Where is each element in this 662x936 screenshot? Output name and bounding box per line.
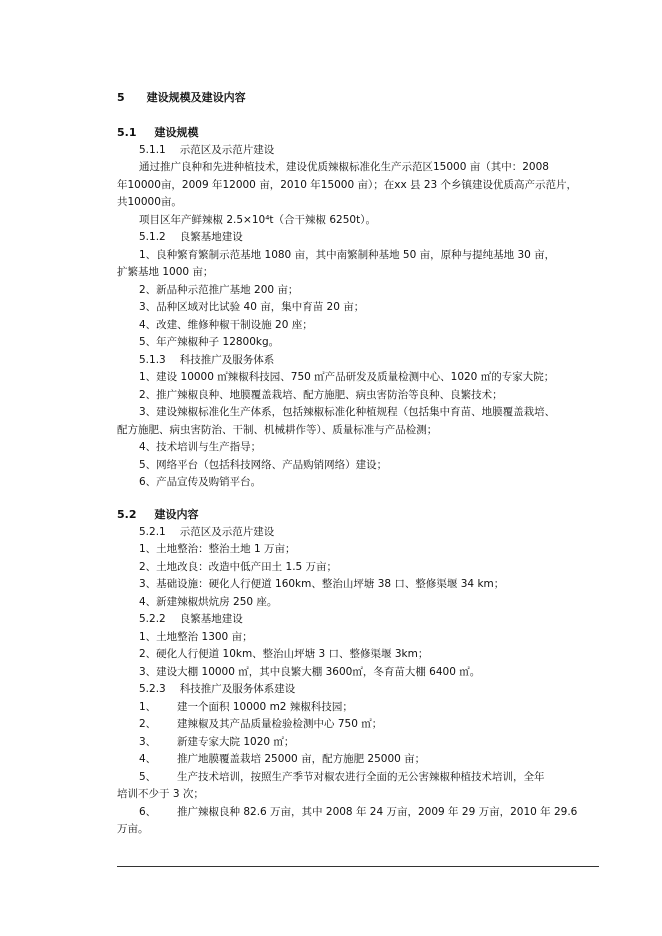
section-number: 5 — [117, 91, 125, 104]
list-item — [139, 751, 425, 768]
list-item — [139, 699, 353, 716]
subsub-title: 科技推广及服务体系建设 — [179, 683, 296, 695]
subsub-number: 5.1.1 — [139, 144, 166, 156]
subsub-number: 5.2.2 — [139, 613, 166, 625]
list-item: 1、良种繁育繁制示范基地 1080 亩，其中南繁制种基地 50 亩，原种与提纯基地 30 亩， — [139, 249, 556, 261]
section-title: 建设规模及建设内容 — [146, 91, 246, 104]
subsub-number: 5.2.3 — [139, 683, 166, 695]
list-item: 3、基础设施：硬化人行便道 160km、整治山坪塘 38 口、整修渠堰 34 km； — [139, 578, 505, 590]
list-item — [139, 804, 577, 821]
list-item: 5、年产辣椒种子 12800kg。 — [139, 336, 280, 348]
paragraph-line: 年10000亩，2009 年12000 亩，2010 年15000 亩）；在xx 县 23 个乡镇建设优质高产示范片， — [117, 179, 578, 191]
subsub-heading-5-2-3 — [139, 681, 295, 698]
subsub-heading-5-2-2 — [139, 611, 243, 628]
section-heading — [117, 89, 246, 106]
paragraph-line: 通过推广良种和先进种植技术，建设优质辣椒标准化生产示范区15000 亩（其中：2008 — [139, 161, 549, 173]
list-text: 建一个面积 10000 m2 辣椒科技园； — [177, 701, 353, 713]
list-text: 推广地膜覆盖栽培 25000 亩，配方施肥 25000 亩； — [177, 753, 426, 765]
list-text: 建辣椒及其产品质量检验检测中心 750 ㎡； — [177, 718, 383, 730]
list-item: 配方施肥、病虫害防治、干制、机械耕作等）、质量标准与产品检测； — [117, 424, 438, 436]
list-item — [139, 716, 382, 733]
list-item: 4、改建、维修种椒干制设施 20 座； — [139, 319, 313, 331]
subsection-heading-5-1 — [117, 124, 199, 141]
list-item: 3、品种区域对比试验 40 亩，集中育苗 20 亩； — [139, 301, 365, 313]
subsection-heading-5-2 — [117, 506, 199, 523]
subsub-number: 5.2.1 — [139, 526, 166, 538]
subsub-number: 5.1.3 — [139, 354, 166, 366]
list-item: 1、土地整治：整治土地 1 万亩； — [139, 543, 296, 555]
list-item: 2、新品种示范推广基地 200 亩； — [139, 284, 299, 296]
list-item-continuation — [117, 821, 149, 838]
subsub-heading-5-2-1 — [139, 524, 274, 541]
paragraph-line: 共10000亩。 — [117, 196, 182, 208]
list-item: 2、土地改良：改造中低产田土 1.5 万亩； — [139, 561, 338, 573]
subsection-number: 5.1 — [117, 126, 137, 139]
list-item: 3、建设辣椒标准化生产体系，包括辣椒标准化种植规程（包括集中育苗、地膜覆盖栽培、 — [139, 406, 556, 418]
subsection-title: 建设内容 — [154, 508, 199, 521]
list-item — [139, 769, 545, 786]
list-item: 4、技术培训与生产指导； — [139, 441, 262, 453]
list-number: 6、 — [139, 806, 157, 818]
footer-divider — [117, 866, 599, 867]
list-number: 1、 — [139, 701, 157, 713]
list-text: 万亩。 — [117, 823, 149, 835]
list-number: 4、 — [139, 753, 157, 765]
subsub-title: 良繁基地建设 — [179, 231, 243, 243]
list-item: 4、新建辣椒烘炕房 250 座。 — [139, 596, 278, 608]
subsub-heading-5-1-2 — [139, 229, 243, 246]
subsub-heading-5-1-3 — [139, 352, 274, 369]
subsub-number: 5.1.2 — [139, 231, 166, 243]
list-number: 3、 — [139, 736, 157, 748]
subsection-number: 5.2 — [117, 508, 137, 521]
list-item: 6、产品宣传及购销平台。 — [139, 476, 262, 488]
subsub-title: 示范区及示范片建设 — [179, 526, 275, 538]
subsub-heading-5-1-1 — [139, 142, 274, 159]
subsection-title: 建设规模 — [154, 126, 199, 139]
paragraph-line: 项目区年产鲜辣椒 2.5×10⁴t（合干辣椒 6250t）。 — [139, 214, 376, 226]
list-item-continuation — [117, 786, 204, 803]
subsub-title: 科技推广及服务体系 — [179, 354, 275, 366]
list-item: 1、建设 10000 ㎡辣椒科技园、750 ㎡产品研发及质量检测中心、1020 ㎡的专家大院； — [139, 371, 555, 383]
list-text: 生产技术培训，按照生产季节对椒农进行全面的无公害辣椒种植技术培训，全年 — [177, 771, 545, 783]
list-item — [139, 734, 294, 751]
list-item: 2、推广辣椒良种、地膜覆盖栽培、配方施肥、病虫害防治等良种、良繁技术； — [139, 389, 503, 401]
list-text: 推广辣椒良种 82.6 万亩，其中 2008 年 24 万亩，2009 年 29 万亩，2010 年 29.6 — [177, 806, 578, 818]
list-text: 新建专家大院 1020 ㎡； — [177, 736, 295, 748]
list-item: 5、网络平台（包括科技网络、产品购销网络）建设； — [139, 459, 388, 471]
list-item: 3、建设大棚 10000 ㎡，其中良繁大棚 3600㎡，冬育苗大棚 6400 ㎡。 — [139, 666, 481, 678]
list-item: 2、硬化人行便道 10km、整治山坪塘 3 口、整修渠堰 3km； — [139, 648, 429, 660]
list-item: 1、土地整治 1300 亩； — [139, 631, 253, 643]
list-text: 培训不少于 3 次； — [117, 788, 204, 800]
list-number: 2、 — [139, 718, 157, 730]
list-number: 5、 — [139, 771, 157, 783]
subsub-title: 示范区及示范片建设 — [179, 144, 275, 156]
list-item: 扩繁基地 1000 亩； — [117, 266, 214, 278]
subsub-title: 良繁基地建设 — [179, 613, 243, 625]
